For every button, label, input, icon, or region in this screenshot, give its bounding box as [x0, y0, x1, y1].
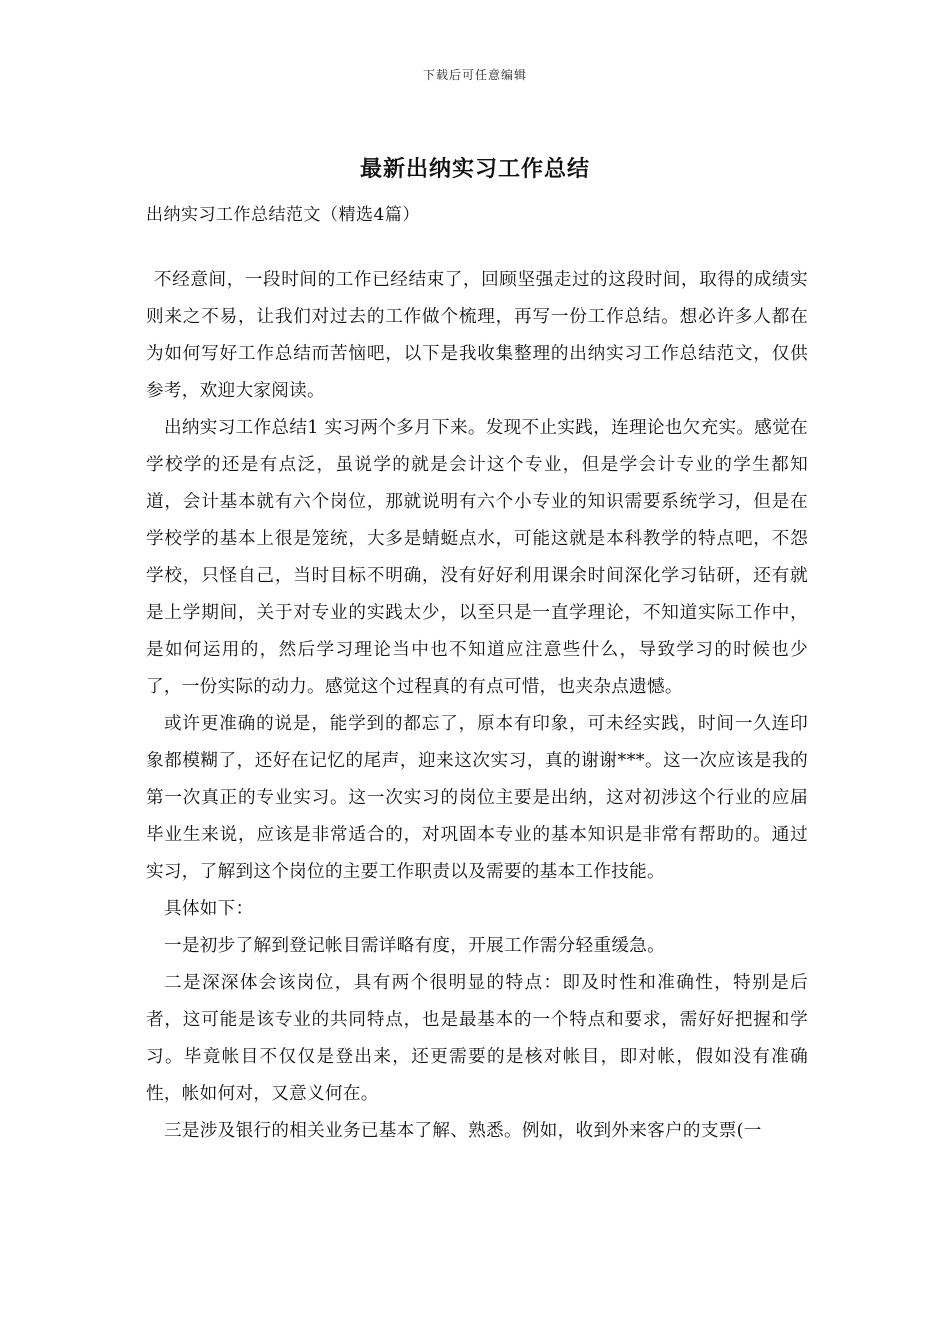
document-title: 最新出纳实习工作总结 — [359, 156, 590, 182]
document-subtitle: 出纳实习工作总结范文（精选4篇） — [146, 205, 420, 225]
paragraph-summary-1: 出纳实习工作总结1 实习两个多月下来。发现不止实践，连理论也欠充实。感觉在学校学的还是有点泛，虽说学的就是会计这个专业，但是学会计专业的学生都知道，会计基本就有六个岗位，那就说明有六个小专业的知识需要系统学习，但是在学校学的基本上很是笼统，大多是蜻蜓点水，可能这就是本科教学的特点吧，不怨学校，只怪自己，当时目标不明确，没有好好利用课余时间深化学习钻研，还有就是上学期间，关于对专业的实践太少，以至只是一直学理论，不知道实际工作中，是如何运用的，然后学习理论当中也不知道应注意些什么，导致学习的时候也少了，一份实际的动力。感觉这个过程真的有点可惜，也夹杂点遗憾。 — [146, 418, 808, 697]
paragraph-point-3: 三是涉及银行的相关业务已基本了解、熟悉。例如，收到外来客户的支票(一 — [164, 1121, 762, 1141]
paragraph-reflection: 或许更准确的说是，能学到的都忘了，原本有印象，可未经实践，时间一久连印象都模糊了，还好在记忆的尾声，迎来这次实习，真的谢谢***。这一次应该是我的第一次真正的专业实习。这一次实习的岗位主要是出纳，这对初涉这个行业的应届毕业生来说，应该是非常适合的，对巩固本专业的基本知识是非常有帮助的。通过实习，了解到这个岗位的主要工作职责以及需要的基本工作技能。 — [146, 714, 808, 882]
paragraph-point-1: 一是初步了解到登记帐目需详略有度，开展工作需分轻重缓急。 — [164, 936, 666, 956]
paragraph-intro: 不经意间，一段时间的工作已经结束了，回顾坚强走过的这段时间，取得的成绩实则来之不易，让我们对过去的工作做个梳理，再写一份工作总结。想必许多人都在为如何写好工作总结而苦恼吧，以下是我收集整理的出纳实习工作总结范文，仅供参考，欢迎大家阅读。 — [146, 270, 808, 401]
paragraph-details-heading: 具体如下： — [164, 899, 254, 919]
header-note: 下载后可任意编辑 — [422, 68, 527, 82]
document-body — [146, 262, 808, 1150]
paragraph-point-2: 二是深深体会该岗位，具有两个很明显的特点：即及时性和准确性，特别是后者，这可能是该专业的共同特点，也是最基本的一个特点和要求，需好好把握和学习。毕竟帐目不仅仅是登出来，还更需要的是核对帐目，即对帐，假如没有准确性，帐如何对，又意义何在。 — [146, 973, 808, 1104]
